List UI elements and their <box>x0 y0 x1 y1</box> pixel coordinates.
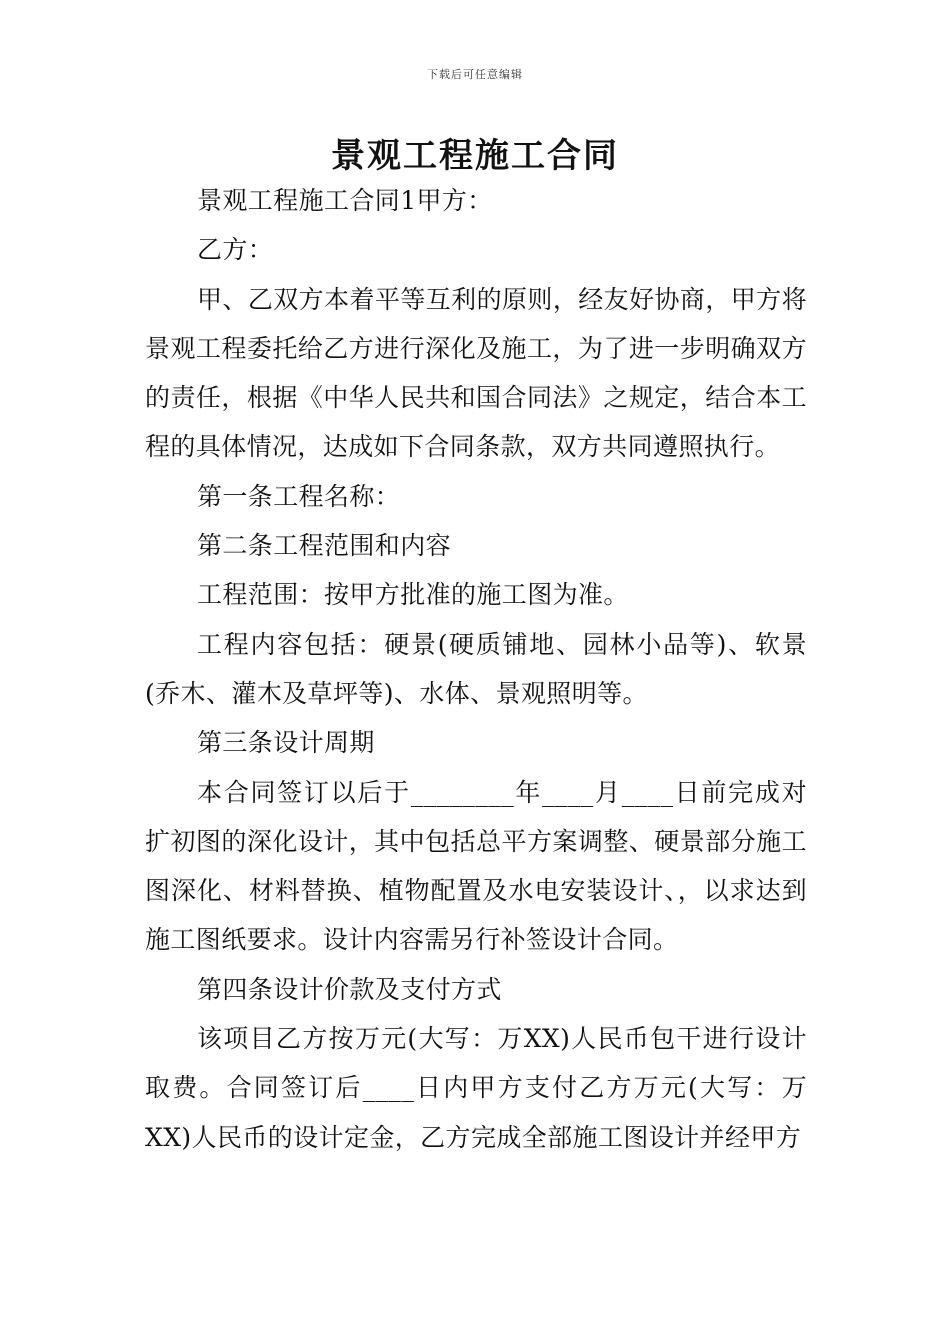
paragraph: 工程范围：按甲方批准的施工图为准。 <box>197 580 629 610</box>
header-note: 下载后可任意编辑 <box>427 68 523 81</box>
paragraph: 第三条设计周期 <box>197 728 375 758</box>
document-title: 景观工程施工合同 <box>331 136 619 176</box>
paragraph: 工程内容包括：硬景(硬质铺地、园林小品等)、软景(乔木、灌木及草坪等)、水体、景观照明等。 <box>145 629 807 708</box>
paragraph: 第一条工程名称： <box>197 481 401 511</box>
paragraph: 本合同签订以后于________年____月____日前完成对扩初图的深化设计，其中包括总平方案调整、硬景部分施工图深化、材料替换、植物配置及水电安装设计、，以求达到施工图纸要求。设计内容需另行补签设计合同。 <box>145 777 807 955</box>
paragraph: 乙方： <box>197 235 274 265</box>
document-body <box>145 176 807 1162</box>
paragraph: 第四条设计价款及支付方式 <box>197 974 502 1004</box>
paragraph: 第二条工程范围和内容 <box>197 531 452 561</box>
paragraph: 该项目乙方按万元(大写：万XX)人民币包干进行设计取费。合同签订后____日内甲方支付乙方万元(大写：万XX)人民币的设计定金，乙方完成全部施工图设计并经甲方 <box>145 1024 807 1152</box>
paragraph: 甲、乙双方本着平等互利的原则，经友好协商，甲方将景观工程委托给乙方进行深化及施工，为了进一步明确双方的责任，根据《中华人民共和国合同法》之规定，结合本工程的具体情况，达成如下合同条款，双方共同遵照执行。 <box>145 284 807 462</box>
paragraph: 景观工程施工合同1甲方： <box>197 186 493 215</box>
